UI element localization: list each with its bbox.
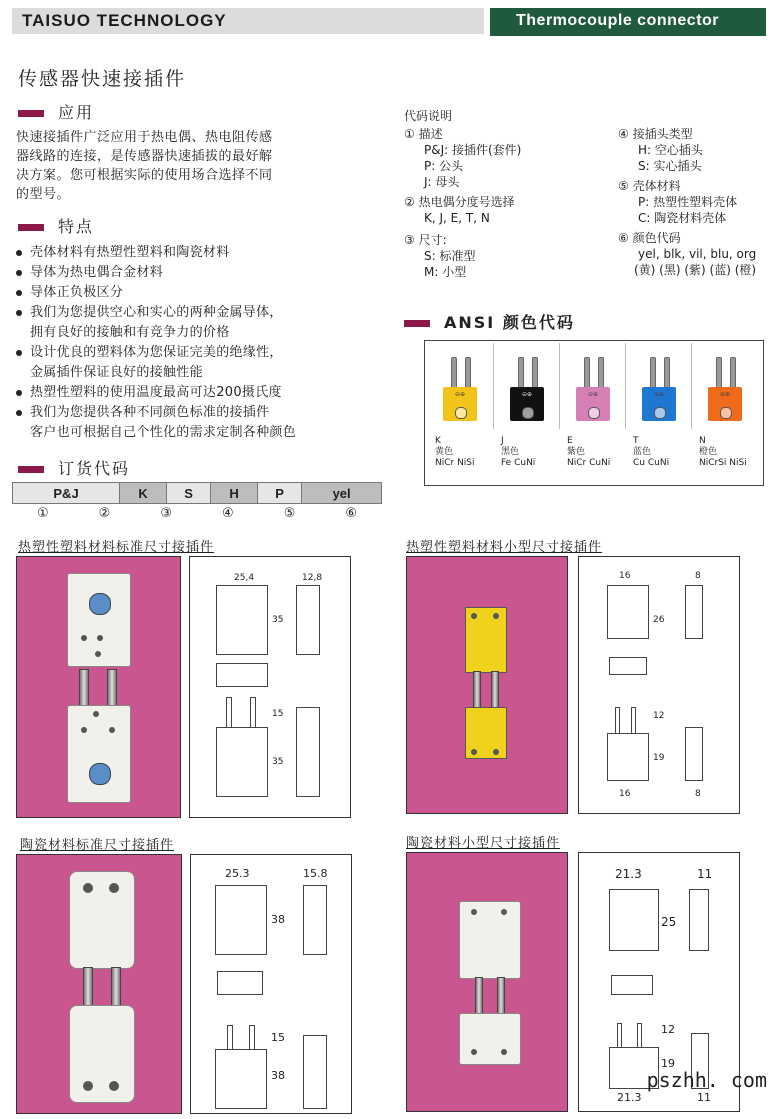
feature-list xyxy=(14,243,394,443)
ansi-cell-k xyxy=(427,343,491,429)
watermark: pszhh. com xyxy=(646,1068,767,1092)
product-photo-ceramic-mini xyxy=(406,852,568,1112)
bullet-icon xyxy=(16,250,22,256)
order-num: ③ xyxy=(160,506,172,521)
order-code-cell: K xyxy=(120,483,167,504)
bullet-icon xyxy=(16,290,22,296)
order-num: ⑥ xyxy=(345,506,358,521)
section-order-code: 订货代码 xyxy=(18,456,130,479)
header-category-bar xyxy=(490,8,766,36)
feature-item: 壳体材料有热塑性塑料和陶瓷材料 xyxy=(14,243,394,263)
drawing-ceramic-standard: 25.3 15.8 38 15 38 xyxy=(190,854,352,1114)
connector-icon: ⊖⊕ xyxy=(642,387,676,421)
order-code-cell: P&J xyxy=(13,483,120,504)
feature-item: 我们为您提供空心和实心的两种金属导体， 拥有良好的接触和有竞争力的价格 xyxy=(14,303,394,343)
code-explanation-right: ④ 接插头类型 H: 空心插头 S: 实心插头 ⑤ 壳体材料 P: 热塑性塑料壳体 C: 陶瓷材料壳体 ⑥ 颜色代码 yel, blk, vil, blu, org (黄) (黑) (紫) (蓝) (橙) xyxy=(618,127,757,277)
brand-name: TAISUO TECHNOLOGY xyxy=(22,11,227,30)
section-bar-icon xyxy=(18,224,44,231)
connector-icon: ⊖⊕ xyxy=(443,387,477,421)
ansi-label-t: T 蓝色 Cu CuNi xyxy=(633,436,670,468)
section-bar-icon xyxy=(18,466,44,473)
order-num: ④ xyxy=(222,506,234,521)
order-code-table xyxy=(12,482,382,504)
connector-icon: ⊖⊕ xyxy=(708,387,742,421)
bullet-icon xyxy=(16,410,22,416)
product-title-ceramic-mini: 陶瓷材料小型尺寸接插件 xyxy=(406,836,561,851)
ansi-color-panel xyxy=(424,340,764,486)
drawing-ceramic-mini: 21.3 11 25 12 19 21.3 11 xyxy=(578,852,740,1112)
ansi-label-n: N 橙色 NiCrSi NiSi xyxy=(699,436,747,468)
feature-item: 热塑性塑料的使用温度最高可达200摄氏度 xyxy=(14,383,394,403)
bullet-icon xyxy=(16,350,22,356)
order-num: ② xyxy=(98,506,111,521)
order-code-cell: yel xyxy=(302,483,382,504)
product-title-plastic-standard: 热塑性塑料材料标准尺寸接插件 xyxy=(18,540,215,555)
ansi-cell-e xyxy=(559,343,624,429)
ansi-label-j: J 黑色 Fe CuNi xyxy=(501,436,536,468)
order-code-numbers xyxy=(12,506,382,521)
feature-item: 导体为热电偶合金材料 xyxy=(14,263,394,283)
ansi-label-e: E 紫色 NiCr CuNi xyxy=(567,436,611,468)
code-explanation-title: 代码说明 xyxy=(404,109,453,123)
order-code-cell: S xyxy=(166,483,210,504)
product-title-plastic-mini: 热塑性塑料材料小型尺寸接插件 xyxy=(406,540,603,555)
section-bar-icon xyxy=(404,320,430,327)
feature-item: 我们为您提供各种不同颜色标准的接插件 客户也可根据自己个性化的需求定制各种颜色 xyxy=(14,403,394,443)
feature-item: 导体正负极区分 xyxy=(14,283,394,303)
feature-item: 设计优良的塑料体为您保证完美的绝缘性， 金属插件保证良好的接触性能 xyxy=(14,343,394,383)
ansi-cell-n xyxy=(691,343,756,429)
section-features: 特点 xyxy=(18,214,94,237)
connector-icon: ⊖⊕ xyxy=(510,387,544,421)
category-title: Thermocouple connector xyxy=(516,12,720,29)
ansi-cell-j xyxy=(493,343,558,429)
application-text: 快速接插件广泛应用于热电偶、热电阻传感 器线路的连接，是传感器快速插拔的最好解 决方案。您可根据实际的使用场合选择不同 的型号。 xyxy=(16,130,273,202)
connector-icon: ⊖⊕ xyxy=(576,387,610,421)
page-title: 传感器快速接插件 xyxy=(18,68,187,90)
product-photo-plastic-standard xyxy=(16,556,181,818)
product-title-ceramic-standard: 陶瓷材料标准尺寸接插件 xyxy=(20,838,175,853)
drawing-plastic-standard: 25,4 12,8 35 15 35 xyxy=(189,556,351,818)
drawing-plastic-mini: 16 8 26 12 19 16 8 xyxy=(578,556,740,814)
order-code-cell: P xyxy=(258,483,302,504)
section-bar-icon xyxy=(18,110,44,117)
header-brand-bar xyxy=(12,8,484,34)
product-photo-plastic-mini xyxy=(406,556,568,814)
section-ansi: ANSI 颜色代码 xyxy=(404,310,575,333)
section-application: 应用 xyxy=(18,100,94,123)
order-num: ⑤ xyxy=(283,506,296,521)
order-num: ① xyxy=(37,506,49,521)
ansi-label-k: K 黄色 NiCr NiSi xyxy=(435,436,475,468)
bullet-icon xyxy=(16,310,22,316)
ansi-cell-t xyxy=(625,343,690,429)
product-photo-ceramic-standard xyxy=(16,854,182,1114)
code-explanation-left: ① 描述 P&J: 接插件(套件) P: 公头 J: 母头 ② 热电偶分度号选择 K, J, E, T, N ③ 尺寸: S: 标准型 M: 小型 xyxy=(404,127,522,279)
bullet-icon xyxy=(16,270,22,276)
order-code-cell: H xyxy=(211,483,258,504)
bullet-icon xyxy=(16,390,22,396)
